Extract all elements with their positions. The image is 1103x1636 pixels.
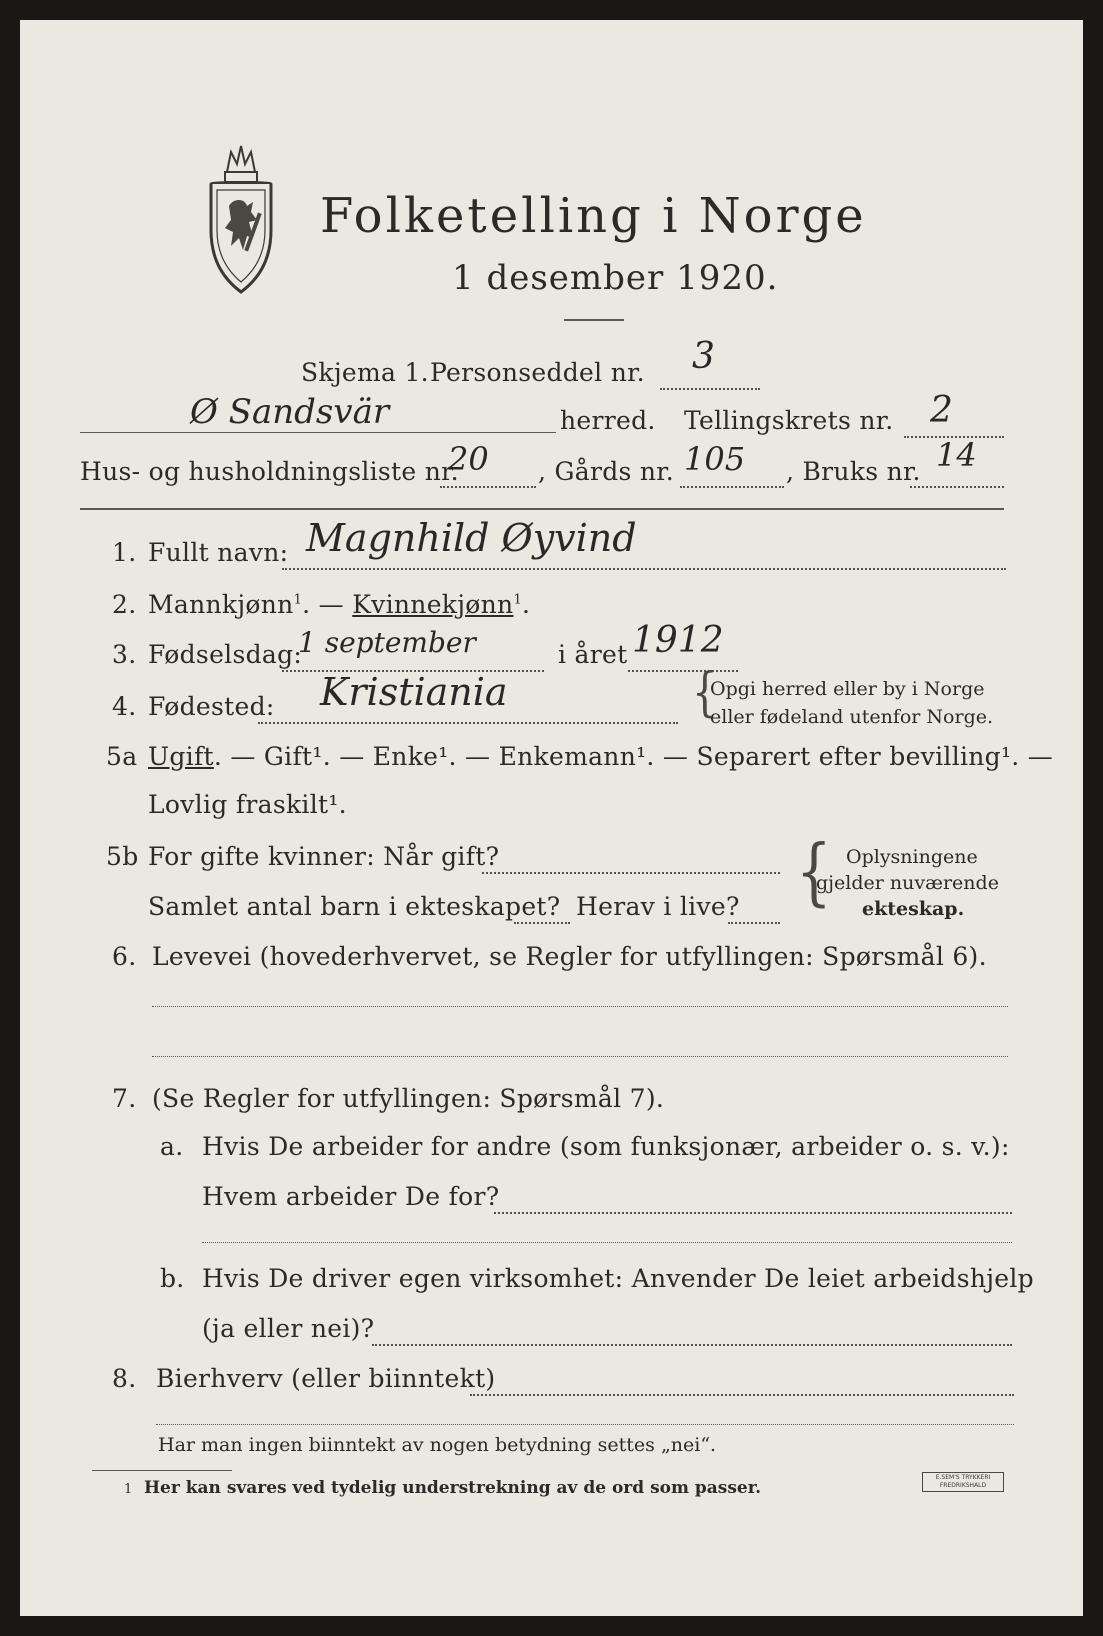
form-title: Folketelling i Norge [320,188,867,244]
form-subtitle: 1 desember 1920. [452,258,779,298]
q5b-number: 5b [106,842,139,871]
q4-number: 4. [112,692,137,721]
q5a-options [148,742,1053,771]
married-when-field[interactable] [482,872,780,874]
q4-label: Fødested: [148,692,275,721]
hus-value: 20 [448,440,489,478]
birth-year-field[interactable] [628,670,738,672]
header-divider [80,508,1004,510]
gards-value: 105 [684,440,746,478]
occupation-field-2[interactable] [152,1056,1008,1057]
birthday-value: 1 september [298,626,476,659]
occupation-field-1[interactable] [152,1006,1008,1007]
female-option[interactable]: Kvinnekjønn [352,590,514,619]
gards-field[interactable] [680,486,784,488]
sex-separator: — [318,590,344,619]
footnote-text: Her kan svares ved tydelig understrekning av de ord som passer. [144,1478,762,1498]
side-income-field-2[interactable] [156,1424,1014,1425]
q5b-alive-label: Herav i live? [576,892,740,921]
hus-field[interactable] [440,486,536,488]
civil-status-line2[interactable]: Lovlig fraskilt¹. [148,790,347,819]
birth-year-value: 1912 [632,620,724,661]
q8-number: 8. [112,1364,137,1393]
q4-brace: { [692,663,718,723]
census-form-page [20,20,1083,1616]
employer-field-2[interactable] [202,1242,1012,1243]
footer-note: Har man ingen biinntekt av nogen betydning settes „nei“. [158,1434,717,1456]
q3-label: Fødselsdag: [148,640,303,669]
q6-label: Levevei (hovederhvervet, se Regler for utfyllingen: Spørsmål 6). [152,942,987,971]
q7a-line1: Hvis De arbeider for andre (som funksjonær, arbeider o. s. v.): [202,1132,1010,1161]
personseddel-value: 3 [692,336,715,377]
bruks-label: , Bruks nr. [786,457,921,486]
hus-label: Hus- og husholdningsliste nr. [80,457,459,486]
q1-number: 1. [112,538,137,567]
side-income-field[interactable] [470,1394,1014,1396]
female-sup: 1 [513,592,523,608]
full-name-value: Magnhild Øyvind [306,516,637,560]
footnote-number: 1 [124,1482,133,1497]
birthplace-value: Kristiania [320,670,508,714]
q7a-line2: Hvem arbeider De for? [202,1182,500,1211]
tellingskrets-label: Tellingskrets nr. [684,406,894,435]
employer-field[interactable] [494,1212,1012,1214]
male-option[interactable]: Mannkjønn [148,590,294,619]
q2-number: 2. [112,590,137,619]
children-total-field[interactable] [514,922,570,924]
q5b-note-2: gjelder nuværende [816,872,999,894]
printer-stamp-line1: E.SEM'S TRYKKERI [935,1474,991,1481]
full-name-field[interactable] [282,568,1006,570]
gards-label: , Gårds nr. [538,457,675,486]
skjema-label: Skjema 1. [301,358,429,387]
q5b-line1: For gifte kvinner: Når gift? [148,842,500,871]
q4-note-1: Opgi herred eller by i Norge [710,678,985,700]
printer-stamp [922,1472,1004,1492]
civil-status-options[interactable]: . — Gift¹. — Enke¹. — Enkemann¹. — Separert efter bevilling¹. — [213,742,1054,771]
herred-value: Ø Sandsvär [190,392,390,432]
q8-label: Bierhverv (eller biinntekt) [156,1364,496,1393]
printer-stamp-line2: FREDRIKSHALD [939,1482,987,1489]
q7b-line1: Hvis De driver egen virksomhet: Anvender De leiet arbeidshjelp [202,1264,1034,1293]
q3-number: 3. [112,640,137,669]
q1-label: Fullt navn: [148,538,289,567]
herred-field[interactable] [80,432,556,433]
bruks-value: 14 [936,436,977,474]
herred-label: herred. [560,406,656,435]
male-sup: 1 [293,592,303,608]
male-end: . [302,590,311,619]
q2-options [148,590,530,619]
q4-note-2: eller fødeland utenfor Norge. [710,706,994,728]
female-end: . [522,590,531,619]
q7-label: (Se Regler for utfyllingen: Spørsmål 7). [152,1084,665,1113]
birthplace-field[interactable] [258,722,678,724]
q5b-children-label: Samlet antal barn i ekteskapet? [148,892,561,921]
hired-help-field[interactable] [372,1344,1012,1346]
bruks-field[interactable] [910,486,1004,488]
year-label: i året [558,640,628,669]
q7b-number: b. [160,1264,185,1293]
footnote-divider [92,1470,232,1471]
personseddel-label: Personseddel nr. [430,358,645,387]
q5b-brace: { [796,830,832,915]
q5a-number: 5a [106,742,138,771]
title-divider [564,319,624,321]
q6-number: 6. [112,942,137,971]
personseddel-field[interactable] [660,388,760,390]
q5b-note-3: ekteskap. [862,898,965,920]
norwegian-lion-crest-icon [197,142,285,302]
q5b-note-1: Oplysningene [846,846,978,868]
q7-number: 7. [112,1084,137,1113]
q7b-line2: (ja eller nei)? [202,1314,375,1343]
ugift-option[interactable]: Ugift [148,742,214,771]
q7a-number: a. [160,1132,184,1161]
tellingskrets-value: 2 [930,390,953,431]
children-alive-field[interactable] [728,922,780,924]
